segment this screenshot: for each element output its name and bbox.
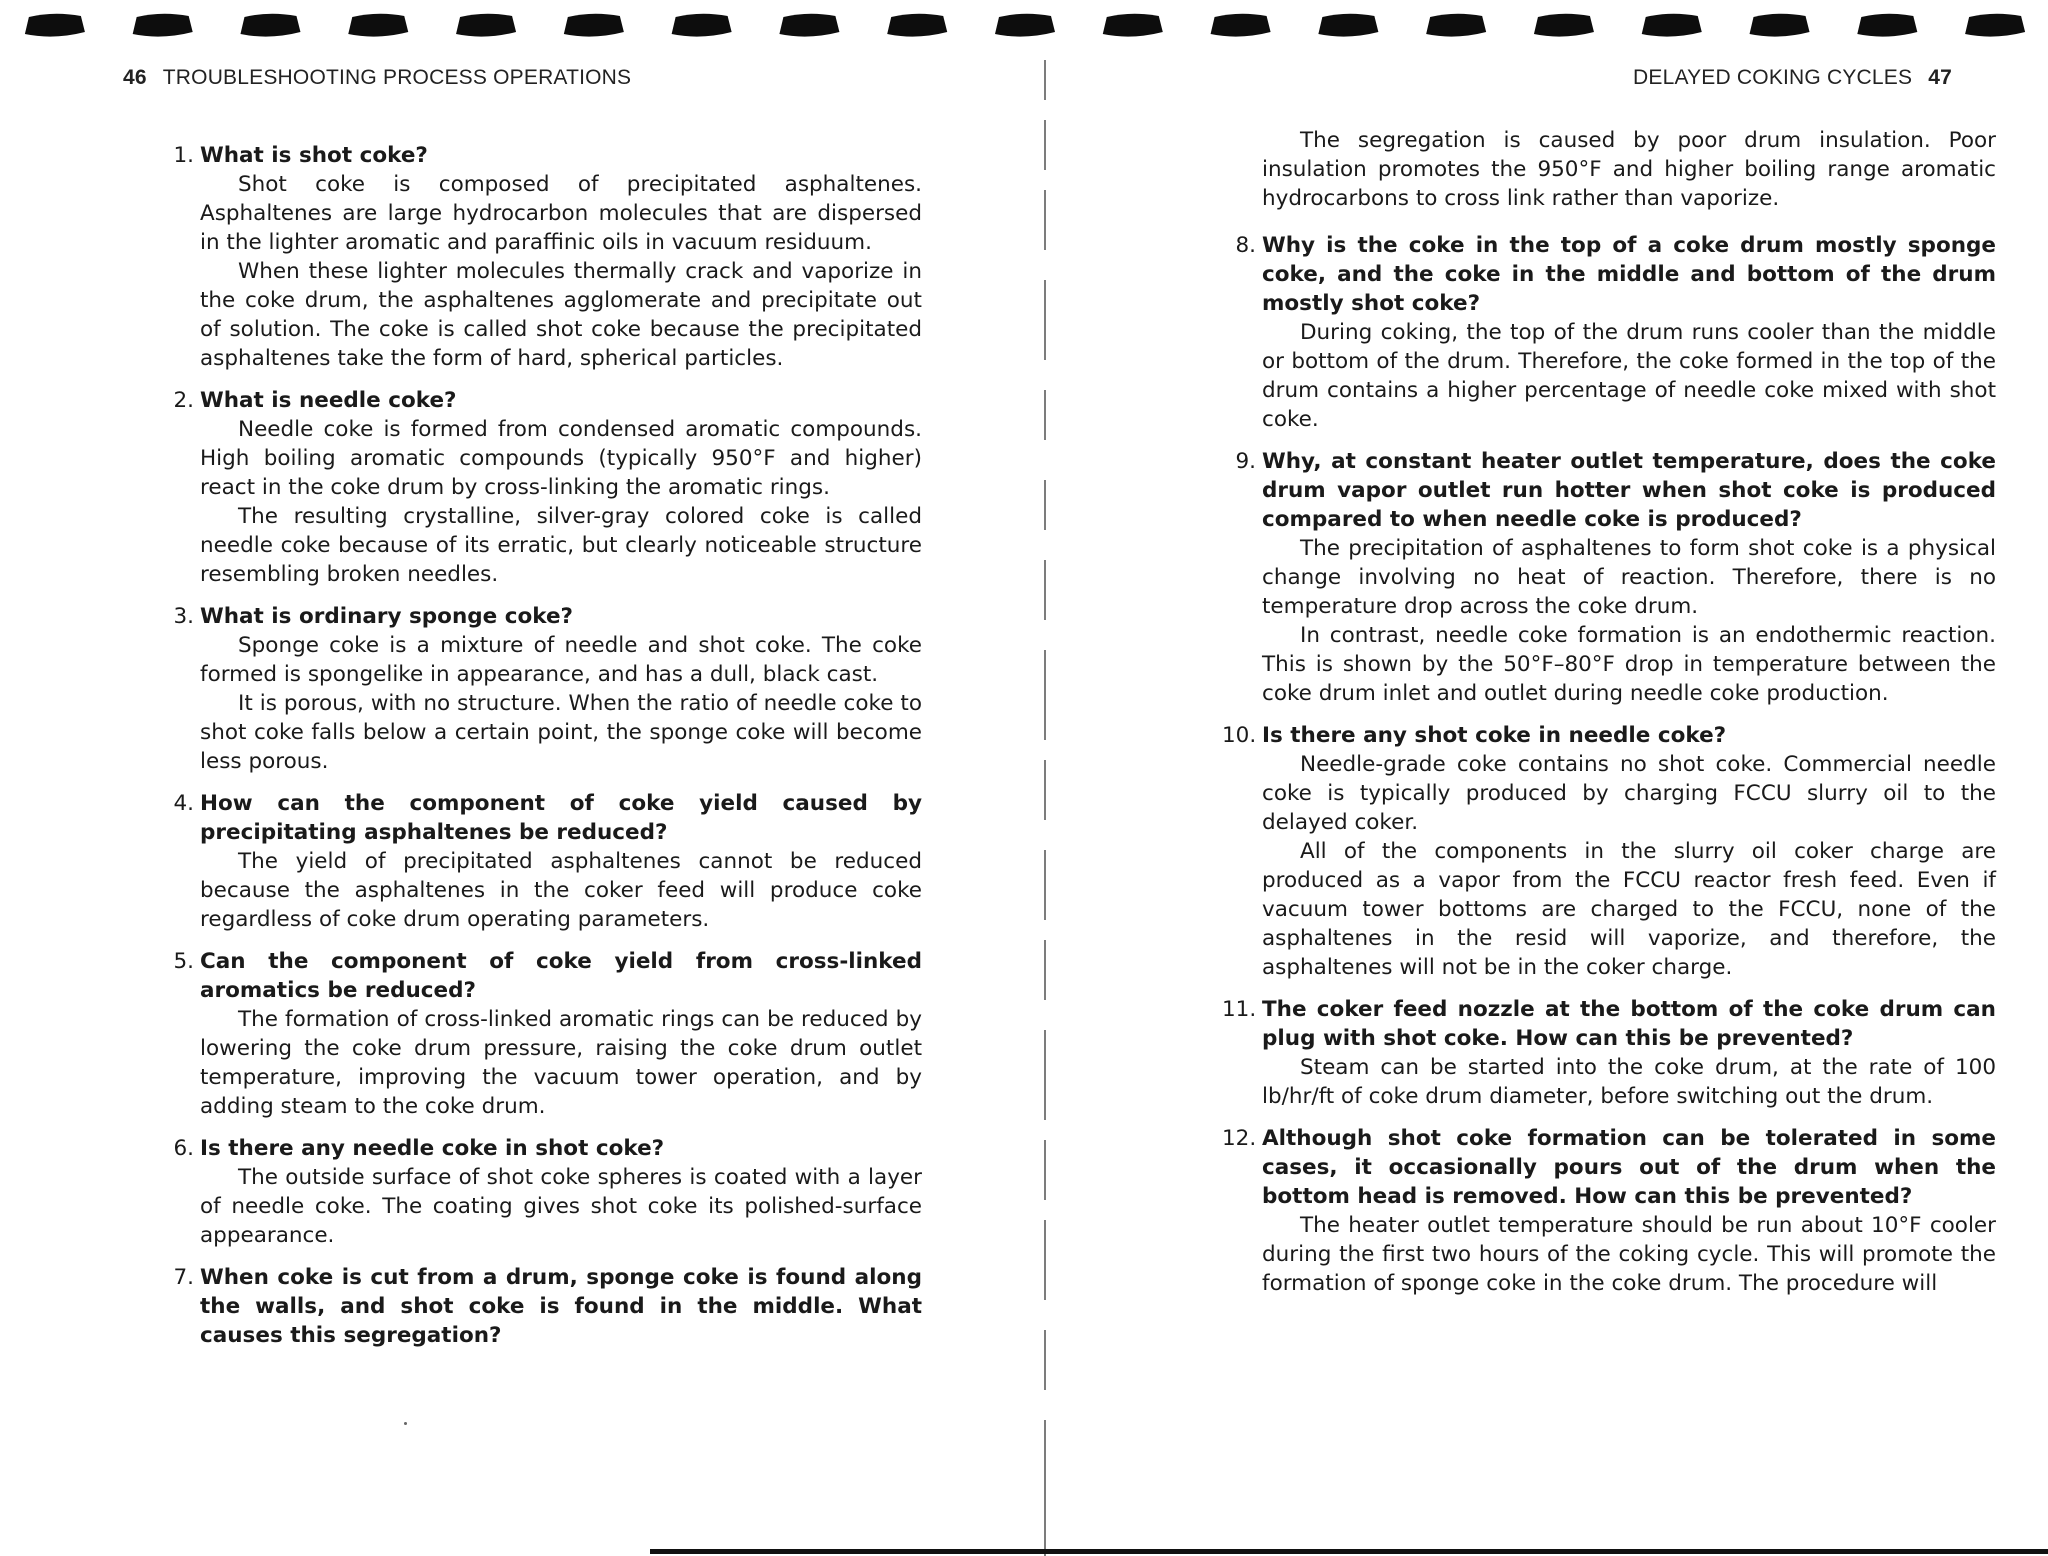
answer-paragraph: Steam can be started into the coke drum, at the rate of 100 lb/hr/ft of coke drum diameter, before switching out the drum.: [1262, 1055, 1996, 1109]
answer: [1262, 750, 1996, 982]
binding-hole: [1750, 14, 1810, 37]
left-qa-list: [160, 141, 922, 1363]
question-block: [1222, 721, 1996, 982]
question-block: [160, 386, 922, 589]
binding-holes-strip: [0, 8, 2048, 48]
answer-paragraph: The resulting crystalline, silver-gray colored coke is called needle coke because of its erratic, but clearly noticeable structure resembling broken needles.: [200, 504, 922, 587]
binding-hole: [25, 14, 85, 37]
answer-paragraph: Needle coke is formed from condensed aromatic compounds. High boiling aromatic compounds (typically 950°F and higher) react in the coke drum by cross-linking the aromatic rings.: [200, 417, 922, 500]
answer-paragraph: Sponge coke is a mixture of needle and shot coke. The coke formed is spongelike in appearance, and has a dull, black cast.: [200, 633, 922, 687]
right-qa-list: [1222, 126, 1996, 1311]
binding-hole: [1426, 14, 1486, 37]
binding-hole: [1965, 14, 2025, 37]
binding-hole: [456, 14, 516, 37]
answer: [200, 170, 922, 373]
binding-hole: [995, 14, 1055, 37]
question-number: 3.: [173, 604, 194, 629]
continuation-paragraph: The segregation is caused by poor drum insulation. Poor insulation promotes the 950°F and higher boiling range aromatic hydrocarbons to cross link rather than vaporize.: [1262, 128, 1996, 211]
answer-paragraph: Shot coke is composed of precipitated asphaltenes. Asphaltenes are large hydrocarbon molecules that are dispersed in the lighter aromatic and paraffinic oils in vacuum residuum.: [200, 172, 922, 255]
question-block: [160, 789, 922, 934]
answer-paragraph: The formation of cross-linked aromatic rings can be reduced by lowering the coke drum pressure, raising the coke drum outlet temperature, improving the vacuum tower operation, and by adding steam to the coke drum.: [200, 1007, 922, 1119]
answer: [200, 631, 922, 776]
answer: [200, 1005, 922, 1121]
answer-paragraph: All of the components in the slurry oil coker charge are produced as a vapor from the FCCU reactor fresh feed. Even if vacuum tower bottoms are charged to the FCCU, none of the asphaltenes in the resid will vaporize, and therefore, the asphaltenes will not be in the coker charge.: [1262, 839, 1996, 980]
binding-hole: [1642, 14, 1702, 37]
answer: [1262, 318, 1996, 434]
scan-speck: [404, 1422, 407, 1425]
binding-hole: [1318, 14, 1378, 37]
question-number: 7.: [173, 1265, 194, 1290]
question-text: When coke is cut from a drum, sponge coke is found along the walls, and shot coke is found in the middle. What causes this segregation?: [200, 1265, 922, 1348]
binding-hole: [240, 14, 300, 37]
question-number: 5.: [173, 949, 194, 974]
binding-hole: [133, 14, 193, 37]
left-running-head-title: TROUBLESHOOTING PROCESS OPERATIONS: [162, 66, 632, 89]
answer-paragraph: The yield of precipitated asphaltenes cannot be reduced because the asphaltenes in the coker feed will produce coke regardless of coke drum operating parameters.: [200, 849, 922, 932]
binding-hole: [1857, 14, 1917, 37]
right-running-head-title: DELAYED COKING CYCLES: [1633, 66, 1913, 89]
binding-hole: [672, 14, 732, 37]
question-block: [1222, 995, 1996, 1111]
answer: [200, 415, 922, 589]
binding-hole: [1534, 14, 1594, 37]
question-block: [1222, 1124, 1996, 1298]
answer: [1262, 1053, 1996, 1111]
answer: [200, 1163, 922, 1250]
question-text: Although shot coke formation can be tolerated in some cases, it occasionally pours out of the drum when the bottom head is removed. How can this be prevented?: [1262, 1126, 1996, 1209]
question-text: The coker feed nozzle at the bottom of the coke drum can plug with shot coke. How can this be prevented?: [1262, 997, 1996, 1051]
answer-paragraph: The outside surface of shot coke spheres is coated with a layer of needle coke. The coating gives shot coke its polished-surface appearance.: [200, 1165, 922, 1248]
question-block: [160, 141, 922, 373]
page-gutter: [1044, 60, 1046, 1556]
question-block: [160, 602, 922, 776]
answer-paragraph: In contrast, needle coke formation is an endothermic reaction. This is shown by the 50°F–80°F drop in temperature between the coke drum inlet and outlet during needle coke production.: [1262, 623, 1996, 706]
question-block: [160, 1263, 922, 1350]
question-block: [1222, 447, 1996, 708]
question-number: 8.: [1235, 233, 1256, 258]
binding-hole: [348, 14, 408, 37]
answer-paragraph: Needle-grade coke contains no shot coke. Commercial needle coke is typically produced by charging FCCU slurry oil to the delayed coker.: [1262, 752, 1996, 835]
question-text: Why, at constant heater outlet temperature, does the coke drum vapor outlet run hotter when shot coke is produced compared to when needle coke is produced?: [1262, 449, 1996, 532]
answer: [200, 847, 922, 934]
question-text: Is there any shot coke in needle coke?: [1262, 723, 1727, 748]
question-number: 1.: [173, 143, 194, 168]
answer-paragraph: The precipitation of asphaltenes to form shot coke is a physical change involving no heat of reaction. Therefore, there is no temperature drop across the coke drum.: [1262, 536, 1996, 619]
question-block: [160, 1134, 922, 1250]
binding-hole: [564, 14, 624, 37]
answer: [1262, 1211, 1996, 1298]
question-text: Is there any needle coke in shot coke?: [200, 1136, 665, 1161]
question-block: [160, 947, 922, 1121]
question-number: 6.: [173, 1136, 194, 1161]
binding-hole: [1103, 14, 1163, 37]
question-text: What is shot coke?: [200, 143, 428, 168]
left-running-head: [123, 66, 631, 90]
question-block: [1222, 231, 1996, 434]
question-number: 9.: [1235, 449, 1256, 474]
right-running-head: [1633, 66, 1952, 90]
question-text: What is needle coke?: [200, 388, 457, 413]
answer-paragraph: During coking, the top of the drum runs cooler than the middle or bottom of the drum. Therefore, the coke formed in the top of the drum contains a higher percentage of needle coke mixed with shot coke.: [1262, 320, 1996, 432]
question-text: Why is the coke in the top of a coke drum mostly sponge coke, and the coke in the middle and bottom of the drum mostly shot coke?: [1262, 233, 1996, 316]
answer-paragraph: When these lighter molecules thermally crack and vaporize in the coke drum, the asphaltenes agglomerate and precipitate out of solution. The coke is called shot coke because the precipitated asphaltenes take the form of hard, spherical particles.: [200, 259, 922, 371]
question-number: 2.: [173, 388, 194, 413]
question-text: What is ordinary sponge coke?: [200, 604, 574, 629]
answer-paragraph: The heater outlet temperature should be run about 10°F cooler during the first two hours of the coking cycle. This will promote the formation of sponge coke in the coke drum. The procedure will: [1262, 1213, 1996, 1296]
question-number: 10.: [1222, 723, 1257, 748]
answer-paragraph: It is porous, with no structure. When the ratio of needle coke to shot coke falls below a certain point, the sponge coke will become less porous.: [200, 691, 922, 774]
question-number: 12.: [1222, 1126, 1257, 1151]
binding-hole: [779, 14, 839, 37]
question-text: Can the component of coke yield from cross-linked aromatics be reduced?: [200, 949, 922, 1003]
binding-hole: [1211, 14, 1271, 37]
right-page-number: 47: [1928, 66, 1952, 89]
answer: [1262, 534, 1996, 708]
question-number: 4.: [173, 791, 194, 816]
question-number: 11.: [1222, 997, 1257, 1022]
bottom-rule: [650, 1549, 2048, 1554]
question-text: How can the component of coke yield caused by precipitating asphaltenes be reduced?: [200, 791, 922, 845]
binding-hole: [887, 14, 947, 37]
continuation-block: [1222, 126, 1996, 213]
left-page-number: 46: [123, 66, 147, 89]
